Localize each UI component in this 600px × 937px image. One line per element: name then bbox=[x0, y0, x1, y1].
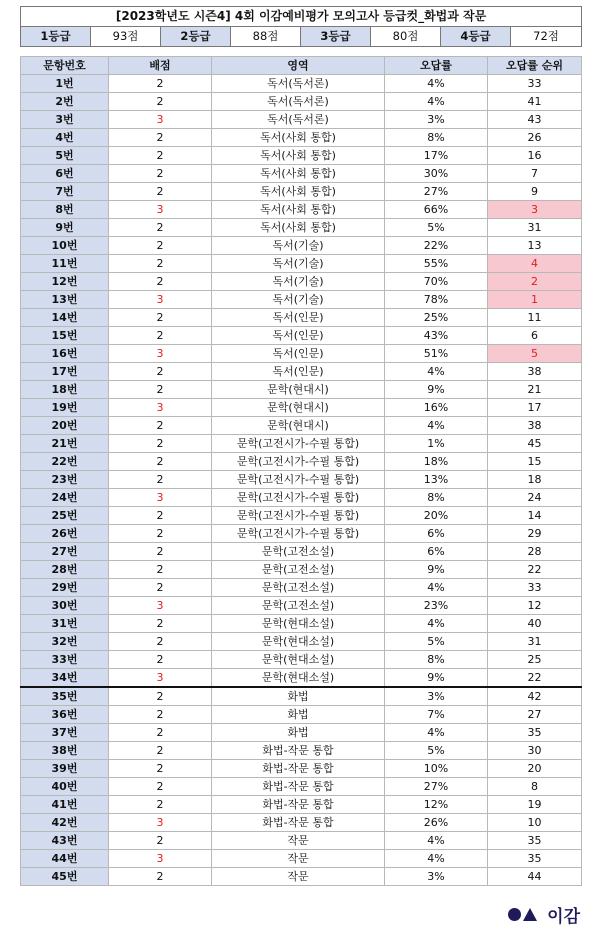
error-rate: 4% bbox=[385, 832, 488, 850]
question-number: 29번 bbox=[21, 579, 109, 597]
error-rank: 5 bbox=[488, 345, 582, 363]
table-row bbox=[21, 453, 582, 471]
points: 2 bbox=[109, 543, 212, 561]
table-row bbox=[21, 561, 582, 579]
area: 문학(현대소설) bbox=[212, 615, 385, 633]
error-rate: 26% bbox=[385, 814, 488, 832]
points: 2 bbox=[109, 561, 212, 579]
points: 2 bbox=[109, 525, 212, 543]
table-row bbox=[21, 724, 582, 742]
area: 문학(고전소설) bbox=[212, 579, 385, 597]
table-header-row bbox=[21, 57, 582, 75]
points: 2 bbox=[109, 327, 212, 345]
error-rank: 21 bbox=[488, 381, 582, 399]
question-number: 8번 bbox=[21, 201, 109, 219]
error-rate: 5% bbox=[385, 219, 488, 237]
points: 2 bbox=[109, 615, 212, 633]
error-rate: 22% bbox=[385, 237, 488, 255]
error-rate: 3% bbox=[385, 868, 488, 886]
error-rank: 18 bbox=[488, 471, 582, 489]
grade-label: 4등급 bbox=[441, 27, 511, 47]
area: 독서(인문) bbox=[212, 363, 385, 381]
area: 독서(사회 통합) bbox=[212, 147, 385, 165]
error-rate: 70% bbox=[385, 273, 488, 291]
question-number: 19번 bbox=[21, 399, 109, 417]
error-rank: 35 bbox=[488, 724, 582, 742]
area: 화법-작문 통합 bbox=[212, 814, 385, 832]
error-rate: 3% bbox=[385, 687, 488, 706]
error-rank: 26 bbox=[488, 129, 582, 147]
error-rate: 4% bbox=[385, 417, 488, 435]
header-area: 영역 bbox=[212, 57, 385, 75]
error-rank: 10 bbox=[488, 814, 582, 832]
error-rank: 15 bbox=[488, 453, 582, 471]
question-number: 31번 bbox=[21, 615, 109, 633]
question-number: 3번 bbox=[21, 111, 109, 129]
error-rate: 4% bbox=[385, 363, 488, 381]
table-row bbox=[21, 669, 582, 688]
table-row bbox=[21, 615, 582, 633]
error-rate: 20% bbox=[385, 507, 488, 525]
error-rate: 23% bbox=[385, 597, 488, 615]
logo-text: 이감 bbox=[547, 907, 580, 927]
question-number: 18번 bbox=[21, 381, 109, 399]
area: 화법-작문 통합 bbox=[212, 760, 385, 778]
question-number: 35번 bbox=[21, 687, 109, 706]
error-rank: 43 bbox=[488, 111, 582, 129]
error-rate: 8% bbox=[385, 651, 488, 669]
error-rate: 7% bbox=[385, 706, 488, 724]
area: 문학(고전소설) bbox=[212, 543, 385, 561]
error-rank: 7 bbox=[488, 165, 582, 183]
area: 문학(고전시가-수필 통합) bbox=[212, 507, 385, 525]
error-rank: 3 bbox=[488, 201, 582, 219]
question-number: 15번 bbox=[21, 327, 109, 345]
igam-logo bbox=[508, 902, 580, 927]
points: 2 bbox=[109, 435, 212, 453]
table-row bbox=[21, 778, 582, 796]
table-row bbox=[21, 363, 582, 381]
points: 3 bbox=[109, 669, 212, 688]
points: 3 bbox=[109, 345, 212, 363]
points: 3 bbox=[109, 291, 212, 309]
question-number: 2번 bbox=[21, 93, 109, 111]
table-row bbox=[21, 525, 582, 543]
points: 2 bbox=[109, 417, 212, 435]
question-number: 10번 bbox=[21, 237, 109, 255]
table-row bbox=[21, 255, 582, 273]
area: 문학(현대소설) bbox=[212, 633, 385, 651]
question-number: 38번 bbox=[21, 742, 109, 760]
grade-cut-value: 72점 bbox=[511, 27, 582, 47]
error-rate: 5% bbox=[385, 633, 488, 651]
error-rate: 12% bbox=[385, 796, 488, 814]
points: 2 bbox=[109, 273, 212, 291]
points: 2 bbox=[109, 309, 212, 327]
error-rank: 22 bbox=[488, 669, 582, 688]
table-row bbox=[21, 868, 582, 886]
logo-triangle-icon bbox=[523, 908, 537, 921]
error-rate: 4% bbox=[385, 615, 488, 633]
question-number: 33번 bbox=[21, 651, 109, 669]
question-number: 45번 bbox=[21, 868, 109, 886]
error-rate: 4% bbox=[385, 579, 488, 597]
table-row bbox=[21, 742, 582, 760]
points: 2 bbox=[109, 165, 212, 183]
question-number: 7번 bbox=[21, 183, 109, 201]
error-rank: 24 bbox=[488, 489, 582, 507]
points: 2 bbox=[109, 724, 212, 742]
question-number: 11번 bbox=[21, 255, 109, 273]
points: 3 bbox=[109, 201, 212, 219]
error-rank: 42 bbox=[488, 687, 582, 706]
error-rank: 33 bbox=[488, 75, 582, 93]
table-body bbox=[21, 75, 582, 886]
area: 작문 bbox=[212, 850, 385, 868]
points: 2 bbox=[109, 832, 212, 850]
table-row bbox=[21, 543, 582, 561]
area: 문학(고전시가-수필 통합) bbox=[212, 525, 385, 543]
table-row bbox=[21, 291, 582, 309]
error-rate: 6% bbox=[385, 525, 488, 543]
points: 2 bbox=[109, 255, 212, 273]
grade-cut-value: 80점 bbox=[371, 27, 441, 47]
question-number: 23번 bbox=[21, 471, 109, 489]
table-row bbox=[21, 93, 582, 111]
area: 화법 bbox=[212, 706, 385, 724]
area: 독서(인문) bbox=[212, 327, 385, 345]
points: 2 bbox=[109, 237, 212, 255]
points: 2 bbox=[109, 381, 212, 399]
area: 작문 bbox=[212, 868, 385, 886]
area: 화법-작문 통합 bbox=[212, 778, 385, 796]
error-rate: 16% bbox=[385, 399, 488, 417]
table-row bbox=[21, 850, 582, 868]
points: 3 bbox=[109, 814, 212, 832]
header-question-no: 문항번호 bbox=[21, 57, 109, 75]
points: 2 bbox=[109, 75, 212, 93]
area: 독서(독서론) bbox=[212, 75, 385, 93]
error-rate: 4% bbox=[385, 75, 488, 93]
points: 2 bbox=[109, 219, 212, 237]
error-rate: 8% bbox=[385, 489, 488, 507]
error-rate: 55% bbox=[385, 255, 488, 273]
error-rank: 35 bbox=[488, 832, 582, 850]
error-rank: 2 bbox=[488, 273, 582, 291]
error-rate: 66% bbox=[385, 201, 488, 219]
question-number: 44번 bbox=[21, 850, 109, 868]
error-rate: 25% bbox=[385, 309, 488, 327]
error-rank: 29 bbox=[488, 525, 582, 543]
points: 2 bbox=[109, 742, 212, 760]
table-row bbox=[21, 435, 582, 453]
header-points: 배점 bbox=[109, 57, 212, 75]
area: 문학(고전시가-수필 통합) bbox=[212, 435, 385, 453]
error-rate: 10% bbox=[385, 760, 488, 778]
error-rank: 14 bbox=[488, 507, 582, 525]
table-row bbox=[21, 796, 582, 814]
points: 2 bbox=[109, 633, 212, 651]
error-rate: 1% bbox=[385, 435, 488, 453]
header-error-rank: 오답률 순위 bbox=[488, 57, 582, 75]
table-row bbox=[21, 129, 582, 147]
question-stats-table bbox=[20, 56, 582, 886]
question-number: 41번 bbox=[21, 796, 109, 814]
area: 화법 bbox=[212, 687, 385, 706]
error-rate: 5% bbox=[385, 742, 488, 760]
question-number: 20번 bbox=[21, 417, 109, 435]
error-rate: 9% bbox=[385, 669, 488, 688]
points: 2 bbox=[109, 868, 212, 886]
points: 3 bbox=[109, 850, 212, 868]
points: 2 bbox=[109, 507, 212, 525]
error-rank: 4 bbox=[488, 255, 582, 273]
area: 독서(사회 통합) bbox=[212, 183, 385, 201]
error-rank: 19 bbox=[488, 796, 582, 814]
error-rank: 31 bbox=[488, 633, 582, 651]
error-rate: 4% bbox=[385, 93, 488, 111]
area: 문학(현대시) bbox=[212, 399, 385, 417]
area: 독서(기술) bbox=[212, 291, 385, 309]
points: 3 bbox=[109, 111, 212, 129]
area: 독서(인문) bbox=[212, 345, 385, 363]
error-rate: 51% bbox=[385, 345, 488, 363]
table-row bbox=[21, 633, 582, 651]
table-row bbox=[21, 760, 582, 778]
error-rank: 41 bbox=[488, 93, 582, 111]
points: 3 bbox=[109, 489, 212, 507]
area: 독서(독서론) bbox=[212, 111, 385, 129]
error-rate: 9% bbox=[385, 561, 488, 579]
table-row bbox=[21, 687, 582, 706]
error-rank: 13 bbox=[488, 237, 582, 255]
table-row bbox=[21, 489, 582, 507]
points: 2 bbox=[109, 363, 212, 381]
grade-cut-sheet bbox=[20, 6, 581, 886]
question-number: 17번 bbox=[21, 363, 109, 381]
area: 문학(현대시) bbox=[212, 381, 385, 399]
table-row bbox=[21, 273, 582, 291]
area: 독서(독서론) bbox=[212, 93, 385, 111]
area: 문학(고전소설) bbox=[212, 597, 385, 615]
question-number: 40번 bbox=[21, 778, 109, 796]
error-rate: 78% bbox=[385, 291, 488, 309]
area: 문학(현대소설) bbox=[212, 669, 385, 688]
error-rate: 30% bbox=[385, 165, 488, 183]
question-number: 9번 bbox=[21, 219, 109, 237]
question-number: 42번 bbox=[21, 814, 109, 832]
area: 화법-작문 통합 bbox=[212, 742, 385, 760]
question-number: 6번 bbox=[21, 165, 109, 183]
error-rate: 8% bbox=[385, 129, 488, 147]
table-row bbox=[21, 651, 582, 669]
error-rank: 27 bbox=[488, 706, 582, 724]
question-number: 1번 bbox=[21, 75, 109, 93]
table-row bbox=[21, 183, 582, 201]
error-rate: 43% bbox=[385, 327, 488, 345]
points: 2 bbox=[109, 760, 212, 778]
error-rank: 33 bbox=[488, 579, 582, 597]
question-number: 30번 bbox=[21, 597, 109, 615]
area: 독서(사회 통합) bbox=[212, 219, 385, 237]
table-row bbox=[21, 706, 582, 724]
area: 독서(사회 통합) bbox=[212, 201, 385, 219]
error-rank: 20 bbox=[488, 760, 582, 778]
error-rank: 9 bbox=[488, 183, 582, 201]
grade-cut-row bbox=[21, 27, 582, 47]
area: 독서(기술) bbox=[212, 273, 385, 291]
question-number: 16번 bbox=[21, 345, 109, 363]
table-row bbox=[21, 597, 582, 615]
points: 2 bbox=[109, 579, 212, 597]
question-number: 13번 bbox=[21, 291, 109, 309]
question-number: 37번 bbox=[21, 724, 109, 742]
error-rank: 25 bbox=[488, 651, 582, 669]
points: 3 bbox=[109, 597, 212, 615]
error-rank: 30 bbox=[488, 742, 582, 760]
points: 3 bbox=[109, 399, 212, 417]
error-rate: 4% bbox=[385, 724, 488, 742]
question-number: 4번 bbox=[21, 129, 109, 147]
area: 문학(고전시가-수필 통합) bbox=[212, 489, 385, 507]
area: 문학(현대소설) bbox=[212, 651, 385, 669]
error-rate: 27% bbox=[385, 778, 488, 796]
error-rank: 22 bbox=[488, 561, 582, 579]
question-number: 36번 bbox=[21, 706, 109, 724]
area: 화법 bbox=[212, 724, 385, 742]
points: 2 bbox=[109, 796, 212, 814]
table-row bbox=[21, 471, 582, 489]
grade-label: 2등급 bbox=[161, 27, 231, 47]
error-rank: 1 bbox=[488, 291, 582, 309]
points: 2 bbox=[109, 453, 212, 471]
points: 2 bbox=[109, 778, 212, 796]
error-rank: 28 bbox=[488, 543, 582, 561]
area: 독서(사회 통합) bbox=[212, 165, 385, 183]
area: 문학(고전시가-수필 통합) bbox=[212, 453, 385, 471]
error-rank: 6 bbox=[488, 327, 582, 345]
error-rank: 44 bbox=[488, 868, 582, 886]
question-number: 5번 bbox=[21, 147, 109, 165]
header-error-rate: 오답률 bbox=[385, 57, 488, 75]
error-rate: 3% bbox=[385, 111, 488, 129]
error-rank: 38 bbox=[488, 417, 582, 435]
question-number: 25번 bbox=[21, 507, 109, 525]
table-row bbox=[21, 327, 582, 345]
logo-circle-icon bbox=[508, 908, 521, 921]
error-rate: 6% bbox=[385, 543, 488, 561]
question-number: 21번 bbox=[21, 435, 109, 453]
question-number: 27번 bbox=[21, 543, 109, 561]
table-row bbox=[21, 507, 582, 525]
points: 2 bbox=[109, 471, 212, 489]
table-row bbox=[21, 579, 582, 597]
question-number: 24번 bbox=[21, 489, 109, 507]
points: 2 bbox=[109, 706, 212, 724]
error-rate: 27% bbox=[385, 183, 488, 201]
points: 2 bbox=[109, 651, 212, 669]
question-number: 26번 bbox=[21, 525, 109, 543]
error-rate: 4% bbox=[385, 850, 488, 868]
table-row bbox=[21, 201, 582, 219]
error-rate: 17% bbox=[385, 147, 488, 165]
error-rank: 31 bbox=[488, 219, 582, 237]
table-row bbox=[21, 147, 582, 165]
table-row bbox=[21, 399, 582, 417]
area: 독서(기술) bbox=[212, 255, 385, 273]
error-rate: 13% bbox=[385, 471, 488, 489]
page-title: [2023학년도 시즌4] 4회 이감예비평가 모의고사 등급컷_화법과 작문 bbox=[21, 7, 582, 27]
area: 독서(기술) bbox=[212, 237, 385, 255]
grade-label: 3등급 bbox=[301, 27, 371, 47]
area: 문학(고전소설) bbox=[212, 561, 385, 579]
question-number: 34번 bbox=[21, 669, 109, 688]
grade-cut-value: 93점 bbox=[91, 27, 161, 47]
area: 문학(고전시가-수필 통합) bbox=[212, 471, 385, 489]
error-rank: 38 bbox=[488, 363, 582, 381]
area: 독서(사회 통합) bbox=[212, 129, 385, 147]
grade-cut-value: 88점 bbox=[231, 27, 301, 47]
table-row bbox=[21, 165, 582, 183]
table-row bbox=[21, 417, 582, 435]
points: 2 bbox=[109, 93, 212, 111]
error-rank: 35 bbox=[488, 850, 582, 868]
area: 작문 bbox=[212, 832, 385, 850]
question-number: 12번 bbox=[21, 273, 109, 291]
error-rank: 16 bbox=[488, 147, 582, 165]
table-row bbox=[21, 111, 582, 129]
area: 독서(인문) bbox=[212, 309, 385, 327]
error-rate: 9% bbox=[385, 381, 488, 399]
question-number: 14번 bbox=[21, 309, 109, 327]
table-row bbox=[21, 814, 582, 832]
error-rank: 17 bbox=[488, 399, 582, 417]
table-row bbox=[21, 345, 582, 363]
points: 2 bbox=[109, 129, 212, 147]
grade-label: 1등급 bbox=[21, 27, 91, 47]
error-rank: 45 bbox=[488, 435, 582, 453]
points: 2 bbox=[109, 147, 212, 165]
question-number: 39번 bbox=[21, 760, 109, 778]
question-number: 32번 bbox=[21, 633, 109, 651]
table-row bbox=[21, 832, 582, 850]
table-row bbox=[21, 75, 582, 93]
table-row bbox=[21, 237, 582, 255]
area: 화법-작문 통합 bbox=[212, 796, 385, 814]
error-rank: 8 bbox=[488, 778, 582, 796]
points: 2 bbox=[109, 687, 212, 706]
error-rank: 12 bbox=[488, 597, 582, 615]
question-number: 22번 bbox=[21, 453, 109, 471]
error-rate: 18% bbox=[385, 453, 488, 471]
table-row bbox=[21, 219, 582, 237]
question-number: 43번 bbox=[21, 832, 109, 850]
table-row bbox=[21, 381, 582, 399]
area: 문학(현대시) bbox=[212, 417, 385, 435]
question-number: 28번 bbox=[21, 561, 109, 579]
table-row bbox=[21, 309, 582, 327]
error-rank: 11 bbox=[488, 309, 582, 327]
title-table bbox=[20, 6, 582, 47]
error-rank: 40 bbox=[488, 615, 582, 633]
points: 2 bbox=[109, 183, 212, 201]
